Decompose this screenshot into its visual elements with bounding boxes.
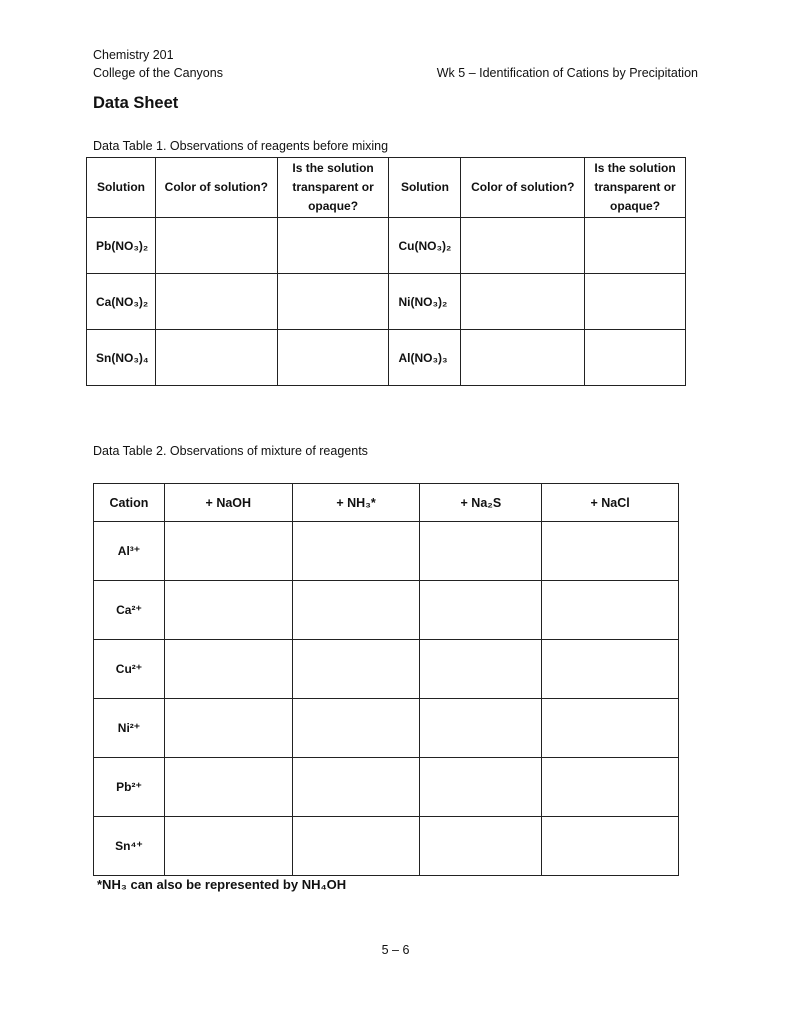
- nh3-cell[interactable]: [292, 758, 420, 817]
- table1-header: Is the solution transparent or opaque?: [585, 158, 686, 218]
- table-row: [94, 758, 679, 817]
- na2s-cell[interactable]: [420, 699, 542, 758]
- color-cell[interactable]: [461, 218, 585, 274]
- solution-label: Sn(NO₃)₄: [87, 330, 156, 386]
- cation-label: Ni²⁺: [94, 699, 165, 758]
- table2-header: + NaCl: [542, 484, 679, 522]
- table2-caption: Data Table 2. Observations of mixture of reagents: [93, 444, 368, 458]
- table-row: [94, 640, 679, 699]
- nacl-cell[interactable]: [542, 758, 679, 817]
- cation-label: Ca²⁺: [94, 581, 165, 640]
- college-name: College of the Canyons: [93, 66, 223, 80]
- solution-label: Cu(NO₃)₂: [389, 218, 461, 274]
- table-row: [87, 274, 686, 330]
- color-cell[interactable]: [461, 330, 585, 386]
- na2s-cell[interactable]: [420, 581, 542, 640]
- nh3-cell[interactable]: [292, 522, 420, 581]
- table-row: [87, 218, 686, 274]
- color-cell[interactable]: [461, 274, 585, 330]
- table1-header: Solution: [389, 158, 461, 218]
- nh3-cell[interactable]: [292, 581, 420, 640]
- data-table-2: [93, 483, 679, 876]
- table2-header: + Na₂S: [420, 484, 542, 522]
- table-row: [94, 522, 679, 581]
- opacity-cell[interactable]: [277, 218, 389, 274]
- table-row: [94, 581, 679, 640]
- solution-label: Ni(NO₃)₂: [389, 274, 461, 330]
- nacl-cell[interactable]: [542, 522, 679, 581]
- table-row: [94, 699, 679, 758]
- opacity-cell[interactable]: [585, 218, 686, 274]
- table1-header: Solution: [87, 158, 156, 218]
- table1-caption: Data Table 1. Observations of reagents before mixing: [93, 139, 389, 153]
- opacity-cell[interactable]: [277, 330, 389, 386]
- naoh-cell[interactable]: [164, 817, 292, 876]
- data-table-1: [86, 157, 686, 386]
- course-name: Chemistry 201: [93, 48, 174, 62]
- color-cell[interactable]: [155, 274, 277, 330]
- nacl-cell[interactable]: [542, 581, 679, 640]
- nacl-cell[interactable]: [542, 640, 679, 699]
- color-cell[interactable]: [155, 330, 277, 386]
- footnote: *NH₃ can also be represented by NH₄OH: [97, 877, 347, 892]
- week-title: Wk 5 – Identification of Cations by Precipitation: [436, 66, 698, 80]
- solution-label: Pb(NO₃)₂: [87, 218, 156, 274]
- naoh-cell[interactable]: [164, 640, 292, 699]
- naoh-cell[interactable]: [164, 758, 292, 817]
- cation-label: Pb²⁺: [94, 758, 165, 817]
- page-title: Data Sheet: [93, 94, 179, 112]
- table-row: [94, 817, 679, 876]
- cation-label: Sn⁴⁺: [94, 817, 165, 876]
- cation-label: Cu²⁺: [94, 640, 165, 699]
- naoh-cell[interactable]: [164, 522, 292, 581]
- cation-label: Al³⁺: [94, 522, 165, 581]
- color-cell[interactable]: [155, 218, 277, 274]
- table1-header: Color of solution?: [155, 158, 277, 218]
- nh3-cell[interactable]: [292, 699, 420, 758]
- table1-header-row: [87, 158, 686, 218]
- nh3-cell[interactable]: [292, 817, 420, 876]
- table1-header: Is the solution transparent or opaque?: [277, 158, 389, 218]
- naoh-cell[interactable]: [164, 581, 292, 640]
- opacity-cell[interactable]: [277, 274, 389, 330]
- opacity-cell[interactable]: [585, 274, 686, 330]
- table-row: [87, 330, 686, 386]
- na2s-cell[interactable]: [420, 522, 542, 581]
- naoh-cell[interactable]: [164, 699, 292, 758]
- na2s-cell[interactable]: [420, 640, 542, 699]
- table2-header: + NH₃*: [292, 484, 420, 522]
- table2-header-row: [94, 484, 679, 522]
- solution-label: Ca(NO₃)₂: [87, 274, 156, 330]
- solution-label: Al(NO₃)₃: [389, 330, 461, 386]
- nacl-cell[interactable]: [542, 699, 679, 758]
- table1-header: Color of solution?: [461, 158, 585, 218]
- page-number: 5 – 6: [381, 943, 410, 957]
- table2-header: + NaOH: [164, 484, 292, 522]
- na2s-cell[interactable]: [420, 758, 542, 817]
- nacl-cell[interactable]: [542, 817, 679, 876]
- opacity-cell[interactable]: [585, 330, 686, 386]
- table2-header: Cation: [94, 484, 165, 522]
- na2s-cell[interactable]: [420, 817, 542, 876]
- nh3-cell[interactable]: [292, 640, 420, 699]
